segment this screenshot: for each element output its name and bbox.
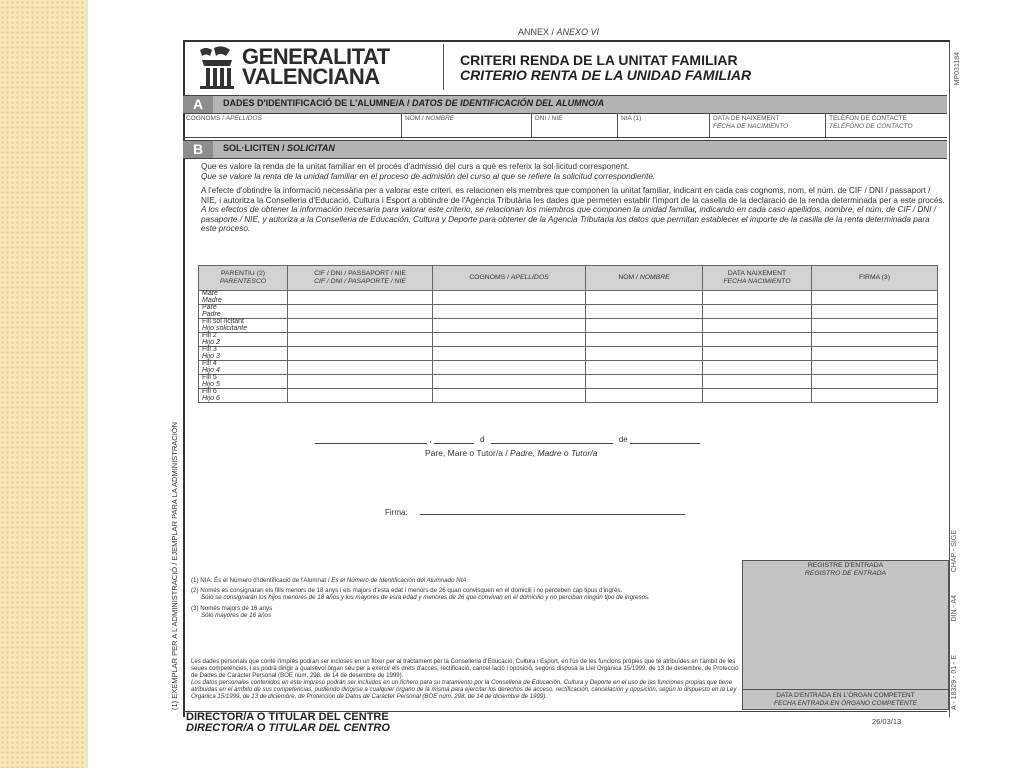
signature-label: Firma: <box>385 508 408 517</box>
pattern-edge <box>86 0 88 768</box>
place-field[interactable] <box>315 435 427 444</box>
cell[interactable] <box>812 389 938 403</box>
table-row <box>199 389 938 403</box>
copy-label-vertical: (1) EXEMPLAR PER A L'ADMINISTRACIÓ / EJEMPLAR PARA LA ADMINISTRACIÓN <box>170 421 179 710</box>
cell[interactable] <box>288 305 433 319</box>
student-id-row <box>183 113 947 138</box>
section-a-title: DADES D'IDENTIFICACIÓ DE L'ALUMNE/A / DATOS DE IDENTIFICACIÓN DEL ALUMNO/A <box>223 98 605 108</box>
row-label: Fill sol·licitant Hijo solicitante <box>199 319 288 333</box>
year-field[interactable] <box>630 435 700 444</box>
cell[interactable] <box>812 291 938 305</box>
cell[interactable] <box>812 361 938 375</box>
cell[interactable] <box>703 347 812 361</box>
table-row <box>199 291 938 305</box>
cell[interactable] <box>812 333 938 347</box>
cell[interactable] <box>703 375 812 389</box>
cell[interactable] <box>586 389 703 403</box>
family-members-table <box>198 265 938 403</box>
section-b-header <box>183 140 947 159</box>
cell[interactable] <box>586 347 703 361</box>
table-row <box>199 375 938 389</box>
request-text: Que es valore la renda de la unitat familiar en el procés d'admissió del curs a què es referix la sol·licitud corresponent. Que se valore la renta de la unidad familiar en el proceso de admisión del curso al que se refiere la solicitud correspondiente. <box>201 162 656 181</box>
row-label: Fill 5 Hijo 5 <box>199 375 288 389</box>
cell[interactable] <box>812 319 938 333</box>
col-name: NOM / NOMBRE <box>586 266 703 291</box>
cell[interactable] <box>433 319 586 333</box>
cell[interactable] <box>703 305 812 319</box>
registry-stamp-box <box>742 560 949 710</box>
cell[interactable] <box>288 361 433 375</box>
cell[interactable] <box>703 389 812 403</box>
privacy-notice: Les dades personals que conté l'imprés podran ser incloses en un fitxer per al tractament per la Conselleria d'Educació, Cultura i Esport, en l'ús de les funcions pròpies que té atribuïdes en l'àmbit de les seues competències, i es podrà dirigir a qualsevol òrgan seu per a exercir els drets d'accés, rectificació, cancel·lació i oposició, segons disposa la Llei Orgànica 15/1999, de 13 de desembre, de Protecció de Dades de Caràcter Personal (BOE núm. 298, de 14 de desembre de 1999). Los datos personales contenidos en este impreso podrán ser incluidos en un fichero para su tratamiento por la Conselleria de Educación, Cultura y Deporte en el uso de las funciones propias que tiene atribuidas en el ámbito de sus competencias, pudiendo dirigirse a cualquier órgano de la misma para ejercitar los derechos de acceso, rectificación, cancelación y oposición, según lo dispuesto en la Ley Orgánica 15/1999, de 13 de diciembre, de Protección de Datos de Carácter Personal (BOE núm. 298, de 14 de diciembre de 1999). <box>191 658 739 700</box>
cell[interactable] <box>433 333 586 347</box>
cell[interactable] <box>703 333 812 347</box>
section-a-header <box>183 95 947 114</box>
table-row <box>199 319 938 333</box>
section-b-letter: B <box>183 141 213 158</box>
recipient-label: DIRECTOR/A O TITULAR DEL CENTRE DIRECTOR/A O TITULAR DEL CENTRO <box>186 711 390 734</box>
cell[interactable] <box>703 291 812 305</box>
row-label: Mare Madre <box>199 291 288 305</box>
cell[interactable] <box>433 347 586 361</box>
day-field[interactable] <box>434 435 474 444</box>
cell[interactable] <box>288 347 433 361</box>
cell[interactable] <box>586 305 703 319</box>
cell[interactable] <box>288 375 433 389</box>
col-surname: COGNOMS / APELLIDOS <box>433 266 586 291</box>
cell[interactable] <box>433 389 586 403</box>
month-field[interactable] <box>491 435 613 444</box>
surname-field[interactable]: COGNOMS / APELLIDOS <box>186 115 262 122</box>
cell[interactable] <box>812 347 938 361</box>
table-row <box>199 333 938 347</box>
form-title-spanish: CRITERIO RENTA DE LA UNIDAD FAMILIAR <box>460 67 752 83</box>
title-divider <box>443 44 444 90</box>
table-row <box>199 347 938 361</box>
col-relationship: PARENTIU (2) PARENTESCO <box>199 266 288 291</box>
cell[interactable] <box>433 361 586 375</box>
section-b-title: SOL·LICITEN / SOLICITAN <box>223 143 335 153</box>
side-code: A - 18329 - 01 - E <box>951 655 958 710</box>
row-label: Fill 6 Hijo 6 <box>199 389 288 403</box>
form-title-valencian: CRITERI RENDA DE LA UNITAT FAMILIAR <box>460 52 738 68</box>
annex-label: ANNEX / ANEXO VI <box>518 27 600 37</box>
phone-field[interactable]: TELÈFON DE CONTACTE TELÉFONO DE CONTACTO <box>825 113 947 137</box>
row-label: Fill 4 Hijo 4 <box>199 361 288 375</box>
side-code: CHAP - SIGE <box>951 530 958 573</box>
name-field[interactable]: NOM / NOMBRE <box>401 113 531 137</box>
table-row <box>199 305 938 319</box>
date-line: , d de <box>315 435 700 444</box>
row-label: Pare Padre <box>199 305 288 319</box>
row-label: Fill 2 Hijo 2 <box>199 333 288 347</box>
cell[interactable] <box>288 333 433 347</box>
cell[interactable] <box>586 333 703 347</box>
table-row <box>199 361 938 375</box>
col-id: CIF / DNI / PASSAPORT / NIE CIF / DNI / PASAPORTE / NIE <box>288 266 433 291</box>
cell[interactable] <box>586 361 703 375</box>
cell[interactable] <box>703 361 812 375</box>
registry-date-label: DATA D'ENTRADA EN L'ÒRGAN COMPETENT FECHA ENTRADA EN ÓRGANO COMPETENTE <box>743 689 948 709</box>
footnotes: (1) NIA: És el Número d'Identificació de l'Alumnat / Es el Número de Identificación del Alumnado NIA (2) Només es consignaran els fills menors de 18 anys i els majors d'esta edat i menors de 26 quan convisquen en el domicili i no perceben cap tipus d'ingrés. Sólo se consignarán los hijos menores de 18 años y los mayores de esta edad y menores de 26 que convivan en el domicilio y no perciban ningún tipo de ingresos. (3) Només majors de 16 anys Sólo mayores de 16 años <box>191 577 650 619</box>
cell[interactable] <box>288 319 433 333</box>
cell[interactable] <box>586 375 703 389</box>
side-code: DIN - A4 <box>951 595 958 622</box>
dni-field[interactable]: DNI / NIE <box>531 113 617 137</box>
nia-field[interactable]: NIA (1) <box>617 113 709 137</box>
authorization-text: A l'efecte d'obtindre la informació necessària per a valorar este criteri, es relacionen els membres que componen la unitat familiar, indicant en cada cas cognoms, nom, el núm. de CIF / DNI / passaport / NIE, i autoritza la Conselleria d'Educació, Cultura i Esport a obtindre de l'Agència Tributària les dades que permeten establir l'import de la casella de la declaració de la renda determinada per a este procés. A los efectos de obtener la información necesaria para valorar este criterio, se relacionan los miembros que componen la unidad familiar, indicando en cada caso apellidos, nombre, el núm. de CIF / DNI / pasaporte / NIE, y autoriza a la Conselleria de Educación, Cultura y Deporte para obtener de la Agencia Tributaria los datos que permitan establecer el importe de la casilla de la renta determinada para este proceso. <box>201 186 945 233</box>
signature-line[interactable] <box>420 514 685 515</box>
logo-text: GENERALITAT VALENCIANA <box>242 44 390 89</box>
cell[interactable] <box>703 319 812 333</box>
birthdate-field[interactable]: DATA DE NAIXEMENT FECHA DE NACIMIENTO <box>709 113 825 137</box>
section-a-letter: A <box>183 96 213 113</box>
cell[interactable] <box>586 291 703 305</box>
cell[interactable] <box>433 375 586 389</box>
col-signature: FIRMA (3) <box>812 266 938 291</box>
cell[interactable] <box>433 305 586 319</box>
cell[interactable] <box>812 375 938 389</box>
row-label: Fill 3 Hijo 3 <box>199 347 288 361</box>
form-code: MP031184 <box>954 52 961 86</box>
cell[interactable] <box>586 319 703 333</box>
parent-label: Pare, Mare o Tutor/a / Padre, Madre o Tutor/a <box>425 448 598 458</box>
cell[interactable] <box>288 389 433 403</box>
cell[interactable] <box>812 305 938 319</box>
print-date: 26/03/13 <box>872 717 902 726</box>
registry-title: REGISTRE D'ENTRADA REGISTRO DE ENTRADA <box>804 562 887 577</box>
decorative-side-pattern <box>0 0 86 768</box>
col-birthdate: DATA NAIXEMENT FECHA NACIMIENTO <box>703 266 812 291</box>
generalitat-logo-icon <box>196 44 238 90</box>
cell[interactable] <box>433 291 586 305</box>
cell[interactable] <box>288 291 433 305</box>
